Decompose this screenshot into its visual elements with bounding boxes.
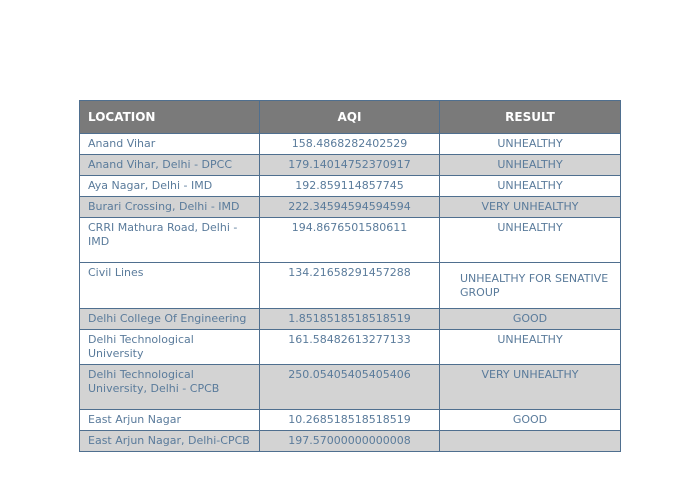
result-cell: UNHEALTHY	[440, 176, 621, 197]
location-cell: Burari Crossing, Delhi - IMD	[80, 197, 260, 218]
location-cell: East Arjun Nagar	[80, 410, 260, 431]
table-row	[80, 330, 621, 365]
result-cell: VERY UNHEALTHY	[440, 197, 621, 218]
location-cell: Delhi Technological University, Delhi - CPCB	[80, 365, 260, 410]
aqi-cell: 197.57000000000008	[260, 431, 440, 452]
table-row	[80, 155, 621, 176]
aqi-table-viewport[interactable]	[79, 100, 620, 447]
aqi-cell: 134.21658291457288	[260, 263, 440, 309]
location-cell: Civil Lines	[80, 263, 260, 309]
aqi-cell: 10.268518518518519	[260, 410, 440, 431]
aqi-cell: 179.14014752370917	[260, 155, 440, 176]
result-cell: UNHEALTHY	[440, 134, 621, 155]
aqi-cell: 158.4868282402529	[260, 134, 440, 155]
aqi-table	[79, 100, 621, 452]
column-header-location: LOCATION	[80, 101, 260, 134]
result-cell: UNHEALTHY FOR SENATIVE GROUP	[440, 263, 621, 309]
column-header-result: RESULT	[440, 101, 621, 134]
table-row	[80, 218, 621, 263]
table-row	[80, 197, 621, 218]
location-cell: Aya Nagar, Delhi - IMD	[80, 176, 260, 197]
aqi-cell: 250.05405405405406	[260, 365, 440, 410]
aqi-cell: 194.8676501580611	[260, 218, 440, 263]
aqi-cell: 1.8518518518518519	[260, 309, 440, 330]
location-cell: East Arjun Nagar, Delhi-CPCB	[80, 431, 260, 452]
table-header-row	[80, 101, 621, 134]
location-cell: CRRI Mathura Road, Delhi - IMD	[80, 218, 260, 263]
result-cell: UNHEALTHY	[440, 218, 621, 263]
result-cell: UNHEALTHY	[440, 155, 621, 176]
location-cell: Delhi College Of Engineering	[80, 309, 260, 330]
aqi-cell: 222.34594594594594	[260, 197, 440, 218]
location-cell: Anand Vihar	[80, 134, 260, 155]
table-row	[80, 365, 621, 410]
table-row	[80, 263, 621, 309]
table-row	[80, 134, 621, 155]
result-cell: UNHEALTHY	[440, 330, 621, 365]
result-cell: GOOD	[440, 309, 621, 330]
result-cell	[440, 431, 621, 452]
table-row	[80, 410, 621, 431]
table-row	[80, 176, 621, 197]
location-cell: Anand Vihar, Delhi - DPCC	[80, 155, 260, 176]
table-row	[80, 431, 621, 452]
aqi-cell: 192.859114857745	[260, 176, 440, 197]
aqi-cell: 161.58482613277133	[260, 330, 440, 365]
result-cell: VERY UNHEALTHY	[440, 365, 621, 410]
result-cell: GOOD	[440, 410, 621, 431]
location-cell: Delhi Technological University	[80, 330, 260, 365]
column-header-aqi: AQI	[260, 101, 440, 134]
table-row	[80, 309, 621, 330]
